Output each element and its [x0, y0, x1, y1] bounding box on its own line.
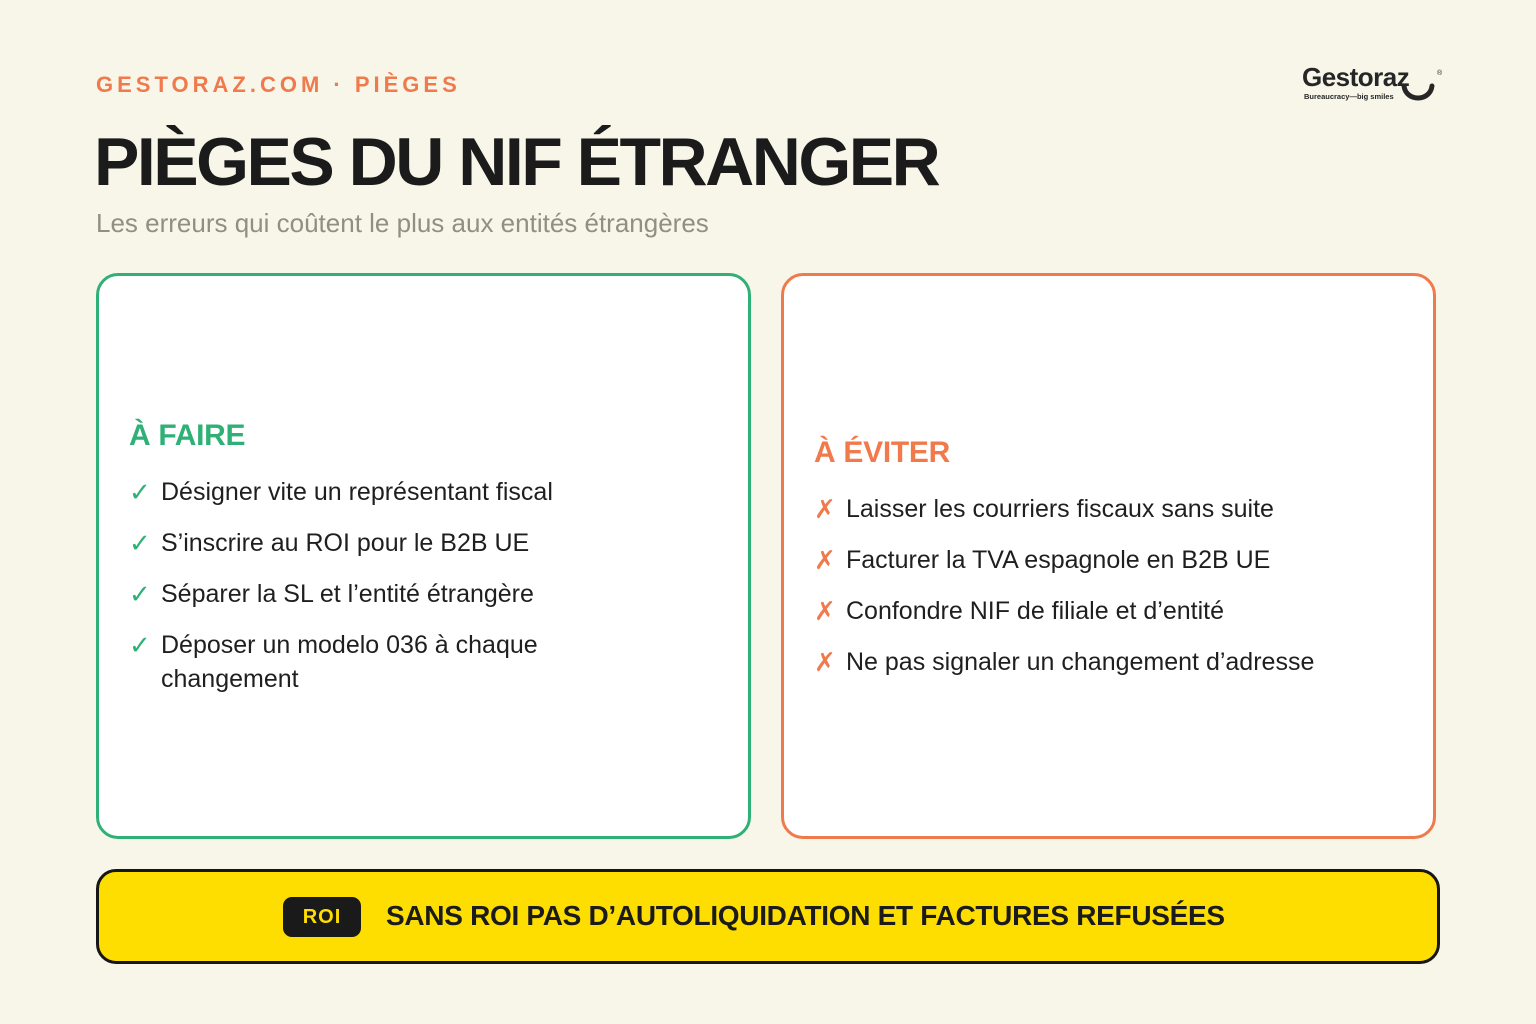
- header-kicker: GESTORAZ.COM · PIÈGES: [96, 72, 461, 97]
- dont-item-text: Laisser les courriers fiscaux sans suite: [846, 495, 1274, 523]
- do-card: [96, 273, 751, 839]
- do-item-text: Séparer la SL et l’entité étrangère: [161, 580, 534, 608]
- gestoraz-logo[interactable]: [1296, 62, 1446, 110]
- check-icon: ✓: [129, 477, 151, 507]
- dont-card: [781, 273, 1436, 839]
- dont-card-heading: À ÉVITER: [814, 436, 950, 469]
- do-item-text: Déposer un modelo 036 à chaque changement: [161, 631, 538, 693]
- check-icon: ✓: [129, 579, 151, 609]
- dont-list-item: [814, 594, 1409, 628]
- roi-badge: ROI: [283, 897, 361, 937]
- do-list-item: [129, 475, 724, 509]
- dont-card-content: [814, 436, 1409, 696]
- do-list-item: [129, 577, 724, 611]
- page-title: PIÈGES DU NIF ÉTRANGER: [94, 124, 939, 200]
- do-card-heading: À FAIRE: [129, 419, 246, 452]
- dont-list: [814, 492, 1409, 679]
- do-item-text: S’inscrire au ROI pour le B2B UE: [161, 529, 530, 557]
- cross-icon: ✗: [814, 494, 836, 524]
- smile-icon: [1400, 80, 1436, 108]
- dont-list-item: [814, 645, 1409, 679]
- logo-wordmark: Gestoraz: [1302, 62, 1410, 92]
- check-icon: ✓: [129, 630, 151, 660]
- logo-registered-mark: ®: [1437, 70, 1443, 77]
- check-icon: ✓: [129, 528, 151, 558]
- dont-item-text: Facturer la TVA espagnole en B2B UE: [846, 546, 1271, 574]
- do-card-content: [129, 419, 724, 713]
- cross-icon: ✗: [814, 596, 836, 626]
- do-list-item: [129, 628, 724, 696]
- dont-item-text: Ne pas signaler un changement d’adresse: [846, 648, 1315, 676]
- roi-warning-banner: [96, 869, 1440, 964]
- cross-icon: ✗: [814, 647, 836, 677]
- do-item-text: Désigner vite un représentant fiscal: [161, 478, 553, 506]
- dont-item-text: Confondre NIF de filiale et d’entité: [846, 597, 1224, 625]
- banner-text: SANS ROI PAS D’AUTOLIQUIDATION ET FACTURES REFUSÉES: [386, 900, 1225, 931]
- page-subtitle: Les erreurs qui coûtent le plus aux entités étrangères: [96, 208, 709, 238]
- cross-icon: ✗: [814, 545, 836, 575]
- dont-list-item: [814, 492, 1409, 526]
- do-list: [129, 475, 724, 696]
- logo-tagline: Bureaucracy—big smiles: [1304, 92, 1394, 101]
- do-list-item: [129, 526, 724, 560]
- dont-list-item: [814, 543, 1409, 577]
